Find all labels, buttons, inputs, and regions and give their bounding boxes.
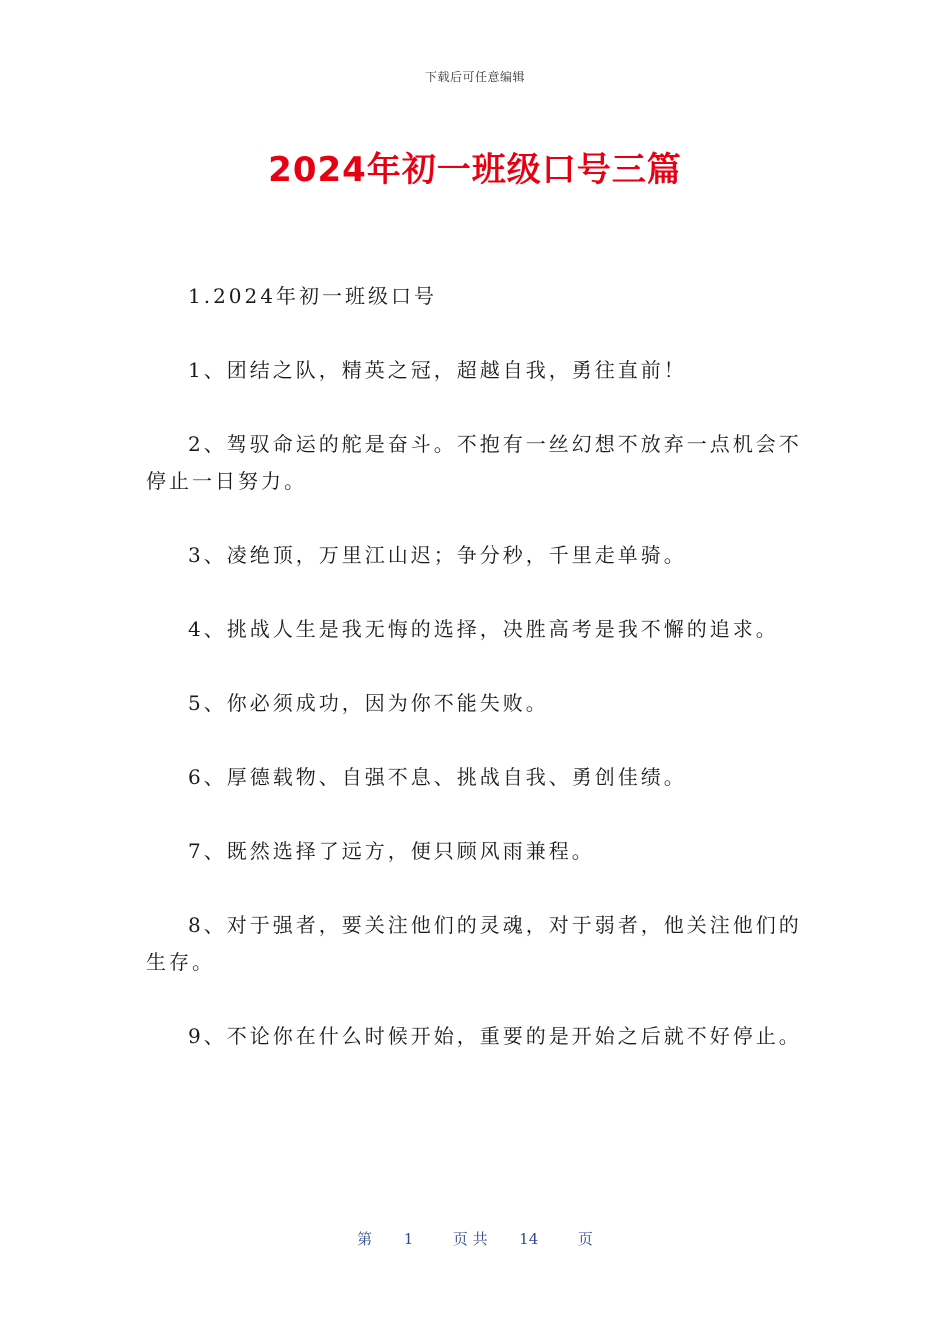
page-footer bbox=[0, 1228, 950, 1249]
paragraph-slogan-4: 4、挑战人生是我无悔的选择，决胜高考是我不懈的追求。 bbox=[188, 617, 779, 641]
footer-current-page: 1 bbox=[403, 1230, 414, 1248]
footer-middle: 页 共 bbox=[452, 1230, 488, 1248]
footer-prefix: 第 bbox=[357, 1230, 373, 1248]
paragraph-slogan-3: 3、凌绝顶，万里江山迟；争分秒，千里走单骑。 bbox=[188, 543, 687, 567]
document-body bbox=[146, 278, 806, 1092]
footer-total-pages: 14 bbox=[519, 1230, 539, 1248]
paragraph-slogan-9: 9、不论你在什么时候开始，重要的是开始之后就不好停止。 bbox=[188, 1024, 802, 1048]
paragraph-section-heading: 1.2024年初一班级口号 bbox=[188, 284, 437, 308]
paragraph-slogan-1: 1、团结之队，精英之冠，超越自我，勇往直前！ bbox=[188, 358, 687, 382]
paragraph-slogan-7: 7、既然选择了远方，便只顾风雨兼程。 bbox=[188, 839, 595, 863]
paragraph-slogan-2: 2、驾驭命运的舵是奋斗。不抱有一丝幻想不放弃一点机会不停止一日努力。 bbox=[146, 432, 802, 493]
paragraph-slogan-6: 6、厚德载物、自强不息、挑战自我、勇创佳绩。 bbox=[188, 765, 687, 789]
paragraph-slogan-5: 5、你必须成功，因为你不能失败。 bbox=[188, 691, 549, 715]
footer-suffix: 页 bbox=[577, 1230, 593, 1248]
document-title: 2024年初一班级口号三篇 bbox=[268, 150, 682, 190]
header-note: 下载后可任意编辑 bbox=[424, 70, 525, 84]
paragraph-slogan-8: 8、对于强者，要关注他们的灵魂，对于弱者，他关注他们的生存。 bbox=[146, 913, 802, 974]
